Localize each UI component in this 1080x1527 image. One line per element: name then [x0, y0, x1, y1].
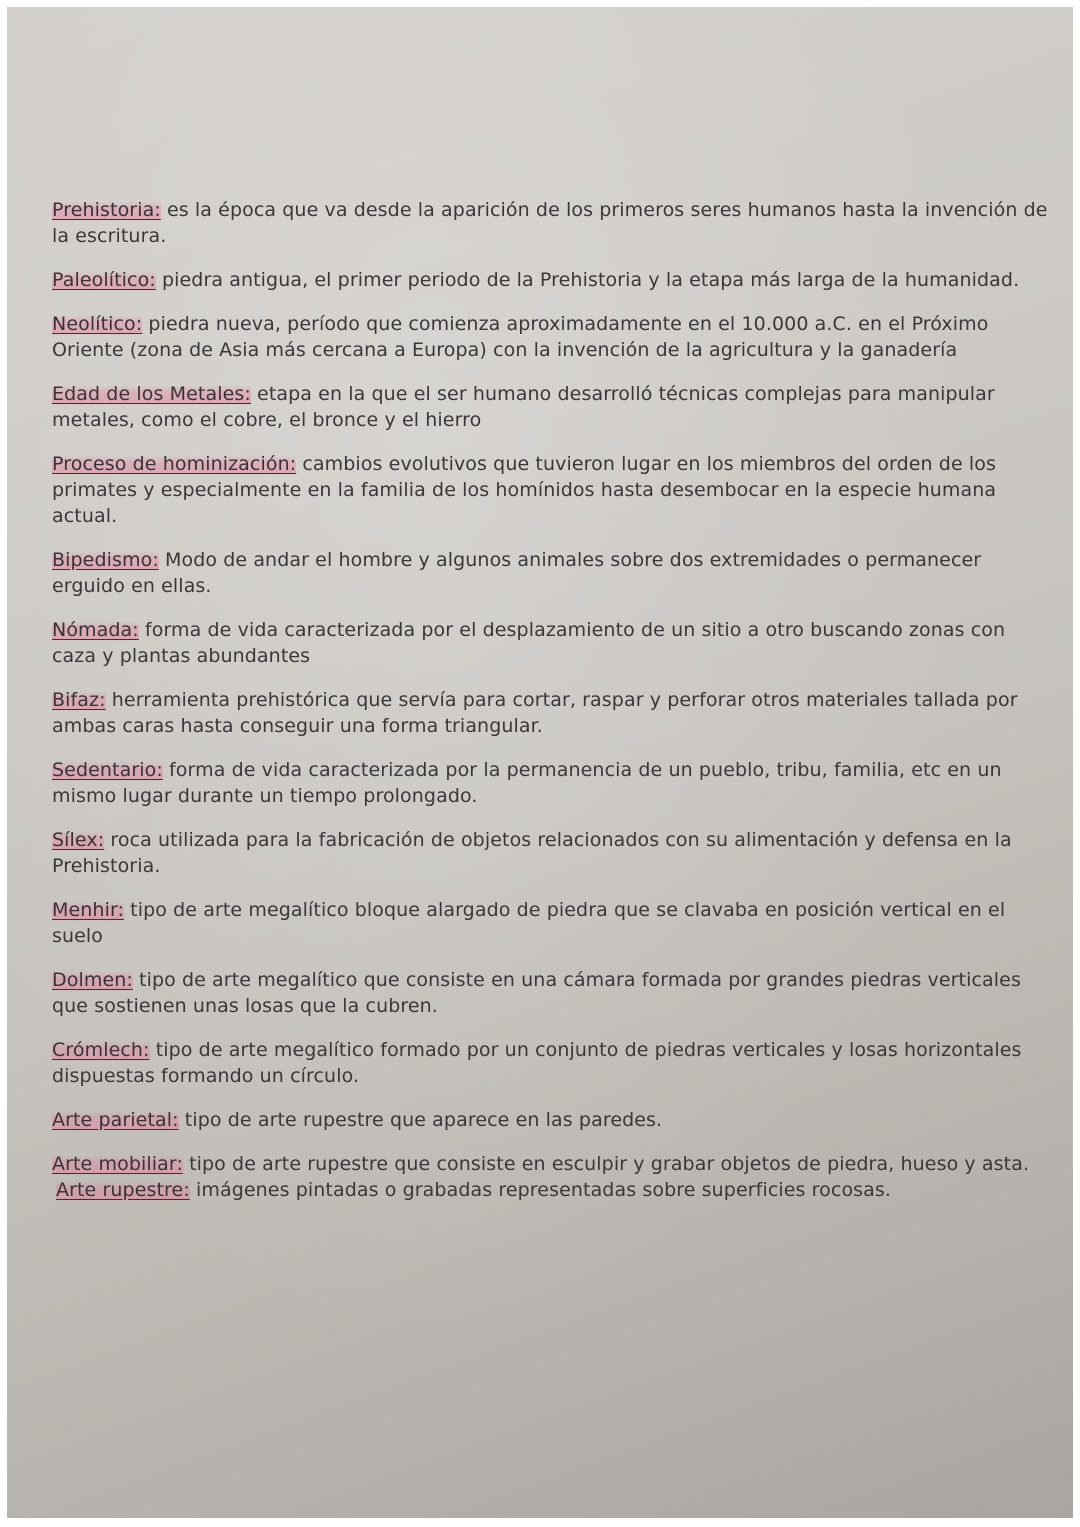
- term: Neolítico:: [52, 313, 143, 335]
- term: Crómlech:: [52, 1039, 150, 1061]
- term: Arte mobiliar:: [52, 1153, 183, 1175]
- definition: etapa en la que el ser humano desarrolló técnicas complejas para manipular metales, como el cobre, el bronce y el hierro: [52, 383, 995, 431]
- term: Bipedismo:: [52, 549, 159, 571]
- term: Proceso de hominización:: [52, 453, 297, 475]
- term: Edad de los Metales:: [52, 383, 251, 405]
- glossary-entry-nomada: [52, 617, 1052, 669]
- definition: imágenes pintadas o grabadas representadas sobre superficies rocosas.: [189, 1179, 892, 1201]
- glossary-entry-prehistoria: [52, 197, 1052, 249]
- glossary-entry-sedentario: [52, 757, 1052, 809]
- definition: herramienta prehistórica que servía para cortar, raspar y perforar otros materiales tallada por ambas caras hasta conseguir una forma triangular.: [52, 689, 1018, 737]
- definition: forma de vida caracterizada por la permanencia de un pueblo, tribu, familia, etc en un mismo lugar durante un tiempo prolongado.: [52, 759, 1002, 807]
- definition: piedra nueva, período que comienza aproximadamente en el 10.000 a.C. en el Próximo Oriente (zona de Asia más cercana a Europa) con la invención de la agricultura y la ganadería: [52, 313, 989, 361]
- definition: tipo de arte rupestre que consiste en esculpir y grabar objetos de piedra, hueso y asta.: [182, 1153, 1030, 1175]
- glossary-entry-arte-parietal: [52, 1107, 1052, 1133]
- paper-sheet: [7, 7, 1073, 1518]
- definition: tipo de arte megalítico que consiste en una cámara formada por grandes piedras verticales que sostienen unas losas que la cubren.: [52, 969, 1021, 1017]
- glossary-entry-neolitico: [52, 311, 1052, 363]
- definition: tipo de arte rupestre que aparece en las paredes.: [178, 1109, 663, 1131]
- term: Prehistoria:: [52, 199, 161, 221]
- definition: Modo de andar el hombre y algunos animales sobre dos extremidades o permanecer erguido en ellas.: [52, 549, 982, 597]
- term: Menhir:: [52, 899, 125, 921]
- glossary-entry-edad-metales: [52, 381, 1052, 433]
- glossary-entry-menhir: [52, 897, 1052, 949]
- glossary-entry-bifaz: [52, 687, 1052, 739]
- definition: piedra antigua, el primer periodo de la Prehistoria y la etapa más larga de la humanidad.: [155, 269, 1020, 291]
- glossary-entry-arte-mobiliar: [52, 1151, 1052, 1203]
- term: Sedentario:: [52, 759, 163, 781]
- glossary-entry-bipedismo: [52, 547, 1052, 599]
- glossary-entry-cromlech: [52, 1037, 1052, 1089]
- definition: roca utilizada para la fabricación de objetos relacionados con su alimentación y defensa en la Prehistoria.: [52, 829, 1012, 877]
- definition: tipo de arte megalítico formado por un conjunto de piedras verticales y losas horizontales dispuestas formando un círculo.: [52, 1039, 1022, 1087]
- glossary-entry-silex: [52, 827, 1052, 879]
- term: Dolmen:: [52, 969, 133, 991]
- glossary-entry-dolmen: [52, 967, 1052, 1019]
- term: Bifaz:: [52, 689, 106, 711]
- term: Paleolítico:: [52, 269, 156, 291]
- definition: es la época que va desde la aparición de los primeros seres humanos hasta la invención de la escritura.: [52, 199, 1048, 247]
- glossary-entry-paleolitico: [52, 267, 1052, 293]
- term: Sílex:: [52, 829, 105, 851]
- term-arte-rupestre: Arte rupestre:: [56, 1179, 190, 1201]
- glossary: [52, 197, 1052, 1221]
- glossary-entry-hominizacion: [52, 451, 1052, 529]
- definition: forma de vida caracterizada por el desplazamiento de un sitio a otro buscando zonas con caza y plantas abundantes: [52, 619, 1006, 667]
- term: Nómada:: [52, 619, 139, 641]
- term: Arte parietal:: [52, 1109, 179, 1131]
- definition: cambios evolutivos que tuvieron lugar en los miembros del orden de los primates y especialmente en la familia de los homínidos hasta desembocar en la especie humana actual.: [52, 453, 997, 527]
- definition: tipo de arte megalítico bloque alargado de piedra que se clavaba en posición vertical en el suelo: [52, 899, 1006, 947]
